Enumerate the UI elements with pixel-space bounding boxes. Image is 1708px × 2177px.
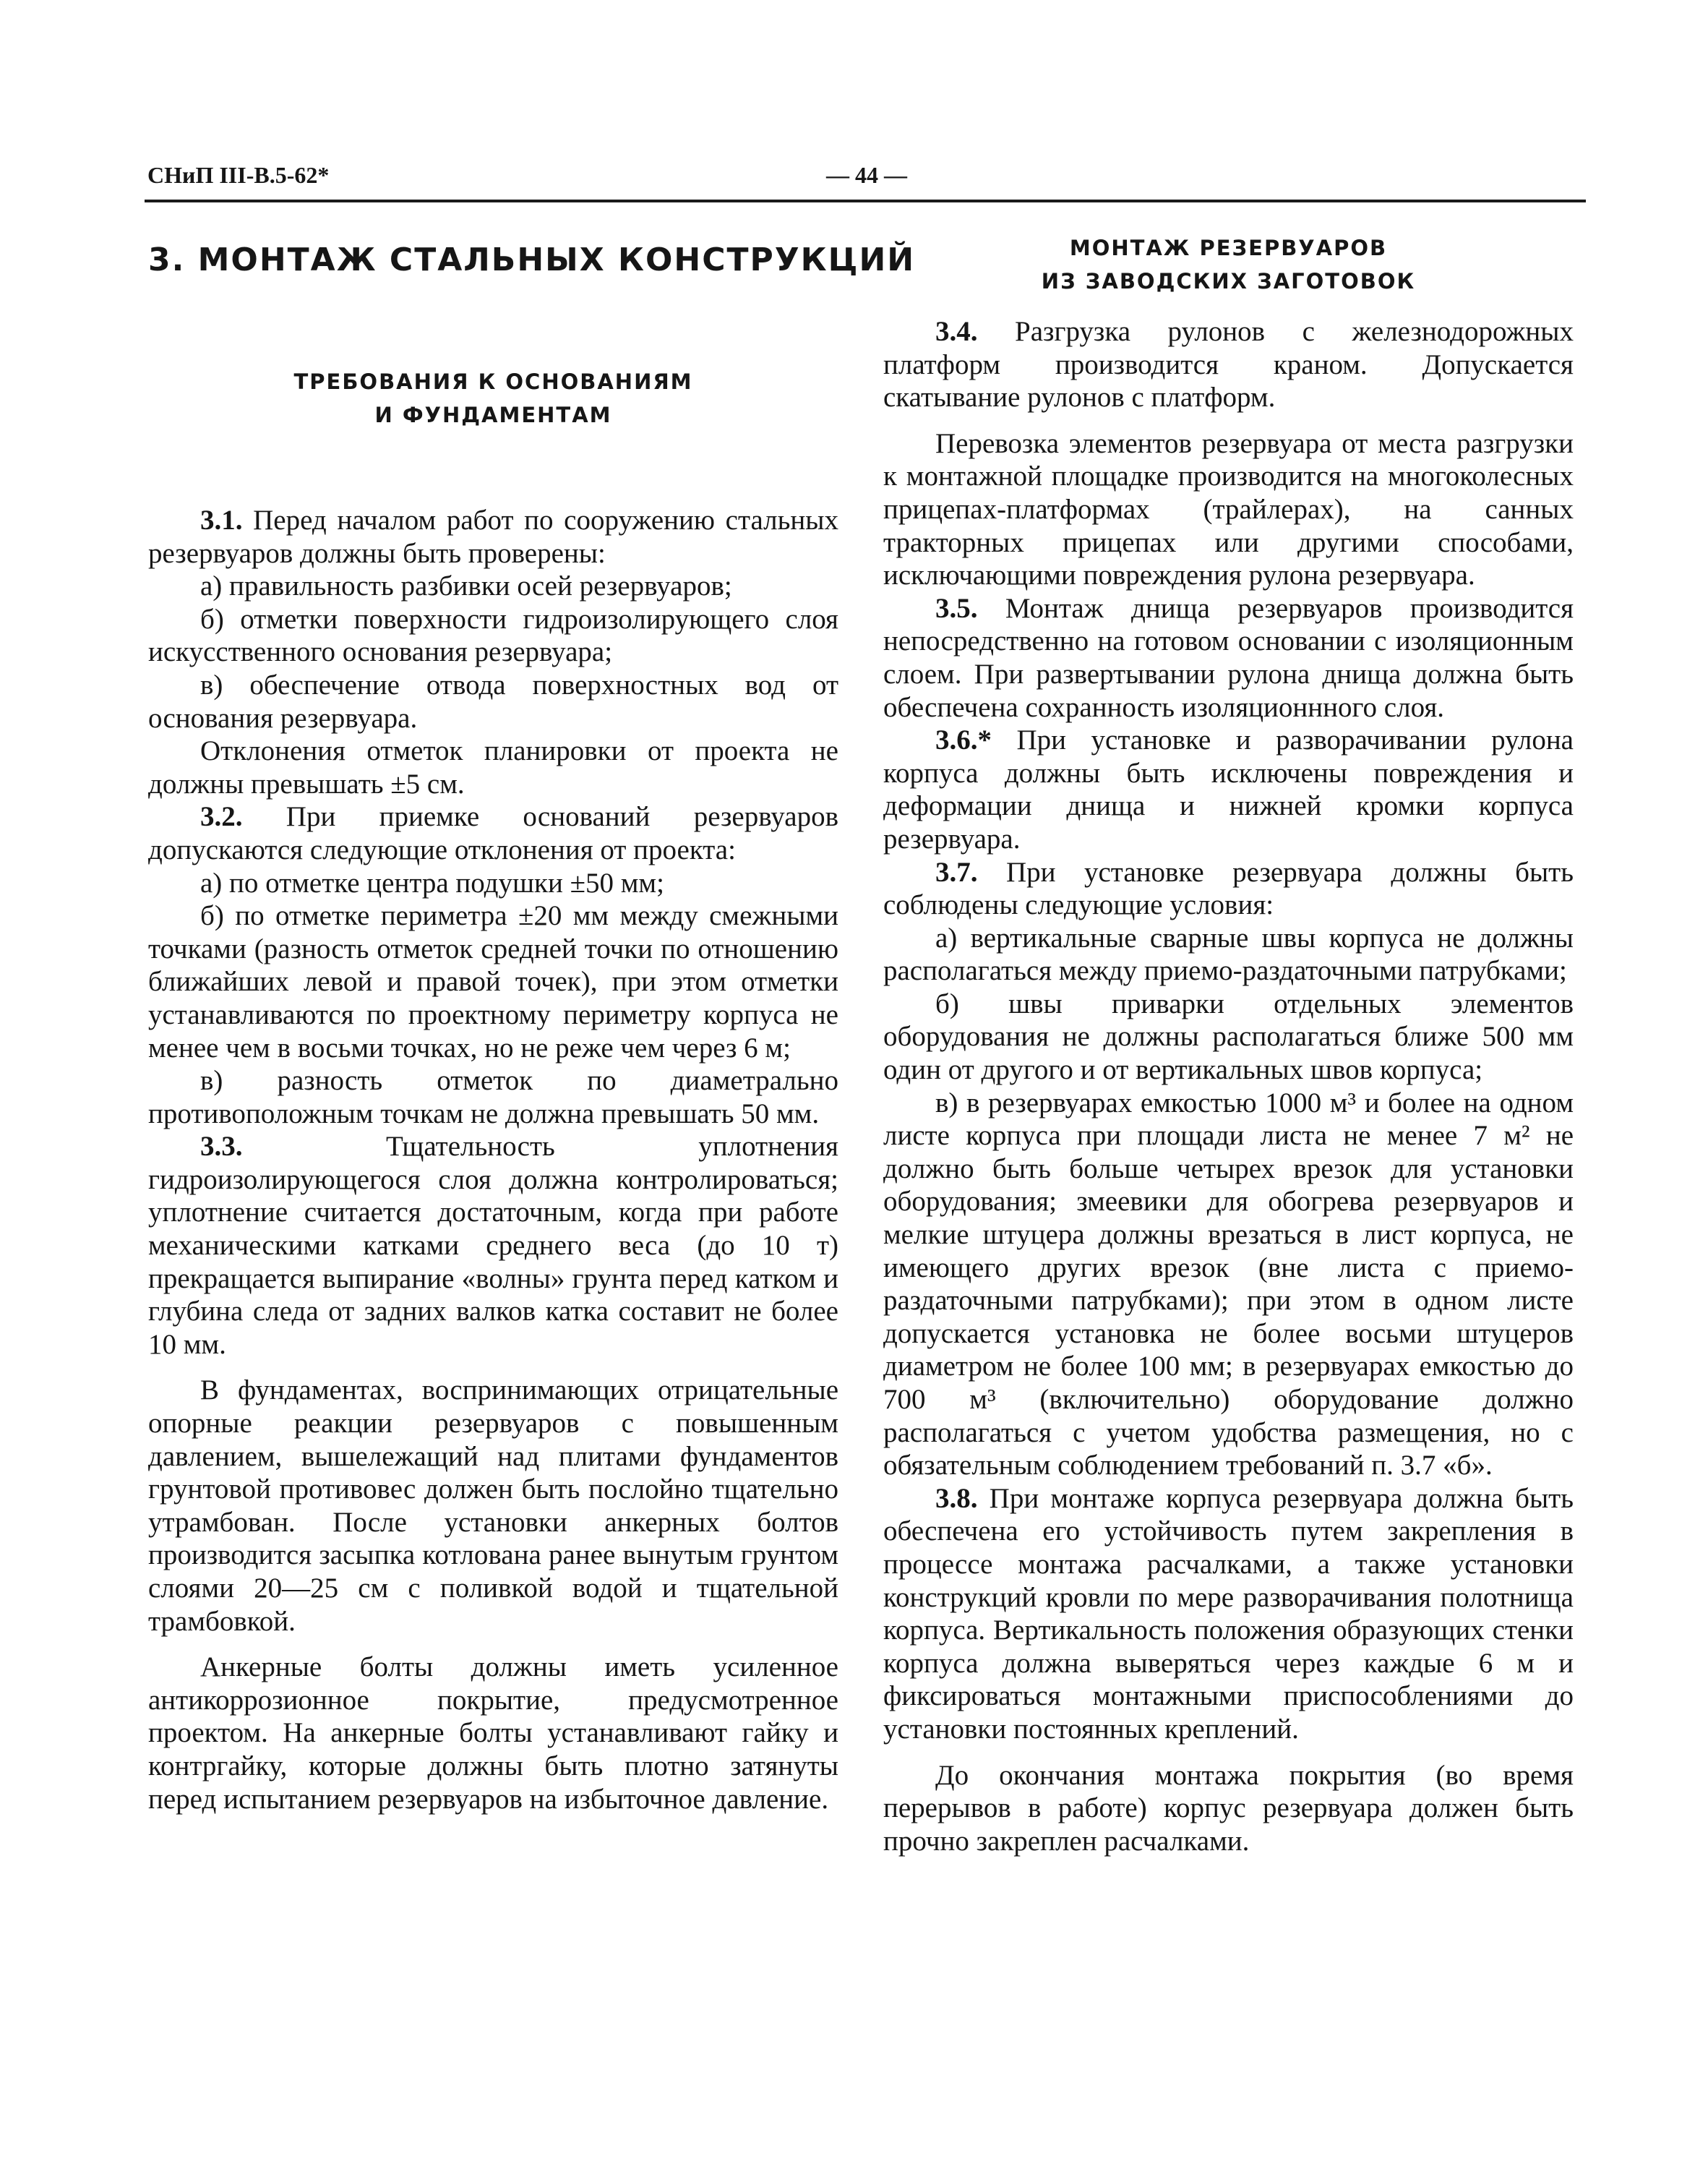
paragraph: Анкерные болты должны иметь усиленное антикоррозионное покрытие, предусмотренное проектом. На анкерные болты устанавливают гайку и контргайку, которые должны быть плотно затянуты перед испытанием резервуаров на избыточное давление. [148, 1651, 838, 1815]
clause-text: Монтаж днища резервуаров производится непосредственно на готовом основании с изоляционным слоем. При развертывании рулона днища должна быть обеспечена сохранность изоляционнного слоя. [883, 592, 1574, 723]
clause-text: При установке резервуара должны быть соблюдены следующие условия: [883, 856, 1574, 921]
clause-number: 3.7. [935, 856, 978, 888]
subheading-line: ИЗ ЗАВОДСКИХ ЗАГОТОВОК [1041, 269, 1416, 294]
left-column [148, 231, 916, 1815]
document-code: СНиП III-В.5-62* [147, 162, 330, 188]
subheading-tank-assembly [883, 231, 1574, 298]
clause-3-8 [883, 1482, 1574, 1746]
list-item-b: б) швы приварки отдельных элементов оборудования не должны располагаться ближе 500 мм один от другого и от вертикальных швов корпуса; [883, 988, 1574, 1086]
clause-text: При приемке оснований резервуаров допускаются следующие отклонения от проекта: [148, 801, 838, 865]
paragraph: Перевозка элементов резервуара от места разгрузки к монтажной площадке производится на многоколесных прицепах-платформах (трайлерах), на санных тракторных прицепах или другими способами, исключающими повреждения рулона резервуара. [883, 427, 1574, 591]
list-item-c: в) в резервуарах емкостью 1000 м³ и более на одном листе корпуса при площади листа не менее 7 м² не должно быть больше четырех врезок для установки оборудования; змеевики для обогрева резервуаров и мелкие штуцера должны врезаться в лист корпуса, не имеющего других врезок (вне листа с приемо-раздаточными патрубками); при этом в одном листе допускается установка не более восьми штуцеров диаметром не более 100 мм; в резервуарах емкостью до 700 м³ (включительно) оборудование должно располагаться с учетом удобства размещения, но с обязательным соблюдением требований п. 3.7 «б». [883, 1087, 1574, 1481]
subheading-foundations [148, 365, 838, 432]
subheading-line: ТРЕБОВАНИЯ К ОСНОВАНИЯМ [293, 369, 693, 394]
paragraph: До окончания монтажа покрытия (во время перерывов в работе) корпус резервуара должен быть прочно закреплен расчалками. [883, 1759, 1574, 1857]
clause-3-2 [148, 800, 838, 866]
header-rule [145, 200, 1586, 202]
clause-text: При монтаже корпуса резервуара должна быть обеспечена его устойчивость путем закрепления в процессе монтажа расчалками, а также установки конструкций кровли по мере разворачивания полотнища корпуса. Вертикальность положения образующих стенки корпуса должна выверяться через каждые 6 м и фиксироваться монтажными приспособлениями до установки постоянных креплений. [883, 1482, 1574, 1745]
list-item-a: а) по отметке центра подушки ±50 мм; [200, 867, 664, 899]
list-item-a: а) правильность разбивки осей резервуаров; [200, 570, 732, 602]
list-item-c: в) обеспечение отвода поверхностных вод от основания резервуара. [148, 669, 838, 734]
clause-number: 3.3. [200, 1131, 243, 1163]
list-item-b: б) по отметке периметра ±20 мм между смежными точками (разность отметок средней точки по отношению ближайших левой и правой точек), при этом отметки устанавливаются по проектному периметру корпуса не менее чем в восьми точках, но не реже чем через 6 м; [148, 900, 838, 1064]
paragraph: В фундаментах, воспринимающих отрицательные опорные реакции резервуаров с повышенным давлением, вышележащий над плитами фундаментов грунтовой противовес должен быть послойно тщательно утрамбован. После установки анкерных болтов производится засыпка котлована ранее вынутым грунтом слоями 20—25 см с поливкой водой и тщательной трамбовкой. [148, 1374, 838, 1637]
list-item-a: а) вертикальные сварные швы корпуса не должны располагаться между приемо-раздаточными патрубками; [883, 922, 1574, 987]
clause-text: Разгрузка рулонов с железнодорожных платформ производится краном. Допускается скатывание рулонов с платформ. [883, 316, 1574, 414]
clause-number: 3.4. [935, 316, 978, 347]
list-item-b: б) отметки поверхности гидроизолирующего слоя искусственного основания резервуара; [148, 603, 838, 668]
clause-number: 3.6.* [935, 724, 992, 756]
subheading-line: МОНТАЖ РЕЗЕРВУАРОВ [1069, 236, 1388, 260]
clause-3-1 [148, 504, 838, 570]
clause-3-5 [883, 592, 1574, 724]
clause-3-7 [883, 856, 1574, 922]
paragraph: Отклонения отметок планировки от проекта не должны превышать ±5 см. [148, 735, 838, 800]
clause-3-4 [883, 315, 1574, 414]
clause-number: 3.2. [200, 801, 243, 833]
page-header [147, 152, 1586, 198]
subheading-line: И ФУНДАМЕНТАМ [374, 403, 612, 427]
clause-3-6 [883, 724, 1574, 855]
clause-text: При установке и разворачивании рулона корпуса должны быть исключены повреждения и деформации днища и нижней кромки корпуса резервуара. [883, 724, 1574, 855]
section-title: 3. МОНТАЖ СТАЛЬНЫХ КОНСТРУКЦИЙ [148, 241, 916, 278]
clause-number: 3.1. [200, 505, 243, 536]
clause-text: Тщательность уплотнения гидроизолирующегося слоя должна контролироваться; уплотнение считается достаточным, когда при работе механическими катками среднего веса (до 10 т) прекращается выпирание «волны» грунта перед катком и глубина следа от задних валков катка составит не более 10 мм. [148, 1131, 838, 1360]
clause-3-3 [148, 1130, 838, 1361]
list-item-c: в) разность отметок по диаметрально противоположным точкам не должна превышать 50 мм. [148, 1065, 838, 1129]
right-column [883, 231, 1574, 1857]
clause-number: 3.5. [935, 592, 978, 624]
clause-number: 3.8. [935, 1482, 978, 1514]
page-number: — 44 — [826, 162, 907, 188]
clause-text: Перед началом работ по сооружению стальных резервуаров должны быть проверены: [148, 505, 838, 569]
